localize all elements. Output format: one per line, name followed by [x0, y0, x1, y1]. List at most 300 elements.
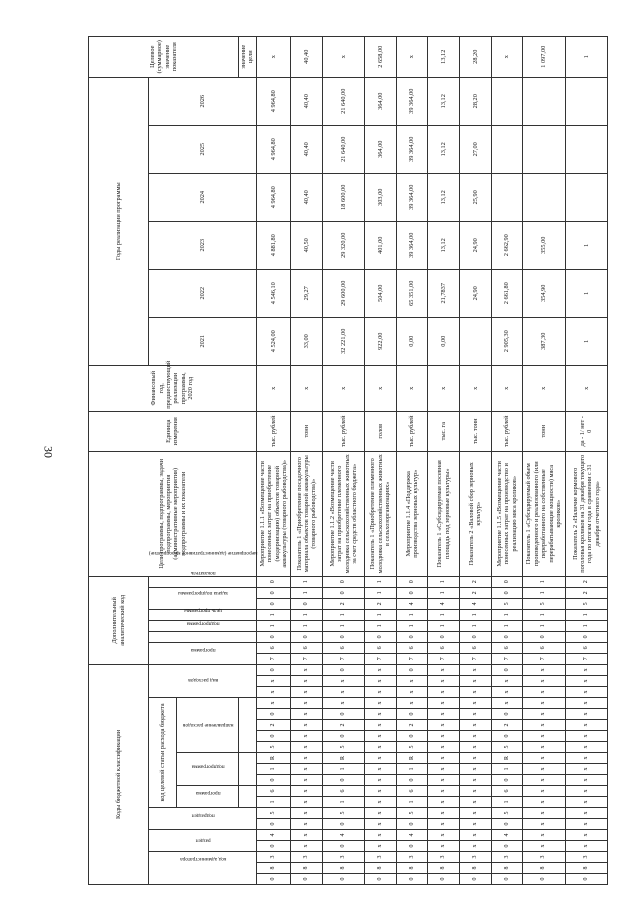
- code-digit: х: [256, 676, 290, 687]
- code-digit: 0: [491, 631, 523, 642]
- code-digit: R: [322, 753, 364, 764]
- code-digit: х: [291, 687, 323, 698]
- code-digit: х: [365, 764, 397, 775]
- code-digit: 7: [523, 653, 565, 664]
- row-year-value: [565, 173, 607, 221]
- code-digit: 8: [256, 863, 290, 874]
- table-row: [565, 36, 607, 884]
- code-digit: 1: [491, 764, 523, 775]
- code-digit: 0: [491, 841, 523, 852]
- code-digit: х: [491, 687, 523, 698]
- code-digit: 0: [322, 709, 364, 720]
- additional-code-header: Дополнительный аналитический код: [89, 576, 149, 664]
- row-year-value: 0,00: [396, 317, 428, 365]
- code-digit: 1: [565, 620, 607, 631]
- row-year-value: [491, 77, 523, 125]
- code-digit: 0: [396, 874, 428, 885]
- row-year-value: [523, 125, 565, 173]
- code-digit: 0: [428, 631, 460, 642]
- code-digit: 0: [291, 598, 323, 609]
- code-digit: 0: [256, 631, 290, 642]
- program-indicators-table: [88, 36, 608, 885]
- row-name: Мероприятие 1.1.4 «Поддержка производства зерновых культур»: [396, 451, 428, 576]
- code-digit: х: [365, 753, 397, 764]
- row-unit: тыс. рублей: [491, 411, 523, 451]
- code-digit: 1: [256, 620, 290, 631]
- code-digit: 5: [322, 808, 364, 819]
- code-digit: 5: [256, 742, 290, 753]
- code-digit: 0: [291, 631, 323, 642]
- code-digit: 2: [460, 587, 492, 598]
- code-digit: 6: [291, 642, 323, 653]
- row-year-value: 39 364,00: [396, 173, 428, 221]
- code-digit: х: [460, 764, 492, 775]
- code-digit: 3: [322, 852, 364, 863]
- ac-indicator-header: показатель: [149, 576, 257, 587]
- code-digit: х: [291, 841, 323, 852]
- row-name: Показатель 2 «Наличие кормового поголовья кроликов на 31 декабря текущего года по итогам года в сравнении с 31 декабря отчетного года»: [565, 451, 607, 576]
- code-digit: 1: [491, 609, 523, 620]
- code-digit: 2: [565, 587, 607, 598]
- table-row: [396, 36, 428, 884]
- code-digit: 0: [322, 841, 364, 852]
- row-year-value: [491, 173, 523, 221]
- code-digit: х: [523, 698, 565, 709]
- code-digit: 0: [396, 709, 428, 720]
- code-digit: х: [365, 797, 397, 808]
- row-unit: тонн: [291, 411, 323, 451]
- row-year-value: 40,40: [291, 77, 323, 125]
- code-digit: 7: [365, 653, 397, 664]
- code-digit: 1: [523, 587, 565, 598]
- row-year-value: 39 364,00: [396, 77, 428, 125]
- code-digit: х: [428, 753, 460, 764]
- code-digit: х: [565, 764, 607, 775]
- row-year-value: 4 881,80: [256, 221, 290, 269]
- code-digit: 4: [322, 830, 364, 841]
- row-year-value: 39 364,00: [396, 125, 428, 173]
- code-digit: 0: [256, 664, 290, 675]
- row-year-value: 21,7837: [428, 269, 460, 317]
- code-digit: 2: [256, 720, 290, 731]
- row-year-value: 65 351,00: [396, 269, 428, 317]
- code-digit: х: [460, 709, 492, 720]
- code-digit: 1: [256, 609, 290, 620]
- row-year-value: [565, 125, 607, 173]
- code-digit: х: [523, 819, 565, 830]
- code-digit: 0: [322, 576, 364, 587]
- code-digit: 7: [491, 653, 523, 664]
- code-digit: х: [428, 764, 460, 775]
- code-digit: 3: [428, 852, 460, 863]
- code-digit: 8: [428, 863, 460, 874]
- row-year-value: [491, 125, 523, 173]
- code-digit: х: [291, 709, 323, 720]
- code-digit: 4: [256, 830, 290, 841]
- row-year-value: 1: [565, 317, 607, 365]
- row-year-value: 27,00: [460, 125, 492, 173]
- code-digit: 1: [365, 576, 397, 587]
- direction-digits: [239, 698, 257, 753]
- code-digit: 2: [491, 720, 523, 731]
- year-2024-header: 2024: [149, 173, 257, 221]
- code-digit: 5: [523, 598, 565, 609]
- row-unit: тыс. тонн: [460, 411, 492, 451]
- row-year-value: 4 546,10: [256, 269, 290, 317]
- code-digit: х: [460, 797, 492, 808]
- code-digit: х: [365, 808, 397, 819]
- code-digit: 2: [396, 720, 428, 731]
- code-digit: х: [460, 775, 492, 786]
- row-year-value: 364,00: [365, 77, 397, 125]
- direction-header: направление расходов: [177, 698, 239, 753]
- base-year-header: Финансовый год, предшествующий реализации программы, 2020 год: [89, 365, 257, 411]
- code-digit: х: [291, 676, 323, 687]
- code-digit: 1: [428, 576, 460, 587]
- code-digit: х: [565, 676, 607, 687]
- code-digit: 0: [396, 576, 428, 587]
- row-year-value: [523, 173, 565, 221]
- code-digit: х: [523, 709, 565, 720]
- final-value-header: Целевое (суммарное) значение показателя: [89, 36, 239, 77]
- code-digit: 0: [396, 841, 428, 852]
- row-year-value: 18 600,00: [322, 173, 364, 221]
- code-digit: 4: [396, 598, 428, 609]
- code-digit: 0: [322, 819, 364, 830]
- code-digit: R: [491, 753, 523, 764]
- row-year-value: [460, 317, 492, 365]
- row-year-value: 24,90: [460, 221, 492, 269]
- code-digit: R: [256, 753, 290, 764]
- row-final-value: х: [396, 36, 428, 77]
- row-final-value: 1: [565, 36, 607, 77]
- code-digit: 1: [291, 576, 323, 587]
- code-digit: 0: [256, 819, 290, 830]
- code-digit: 0: [322, 775, 364, 786]
- row-year-value: 401,00: [365, 221, 397, 269]
- code-digit: х: [291, 731, 323, 742]
- row-year-value: 40,40: [291, 125, 323, 173]
- code-digit: 7: [291, 653, 323, 664]
- code-digit: х: [565, 709, 607, 720]
- year-2022-header: 2022: [149, 269, 257, 317]
- code-digit: 0: [428, 874, 460, 885]
- code-digit: 0: [322, 664, 364, 675]
- indicators-body: [256, 36, 607, 884]
- code-digit: 0: [256, 587, 290, 598]
- row-unit: тыс. рублей: [322, 411, 364, 451]
- code-digit: 6: [256, 786, 290, 797]
- code-digit: х: [428, 664, 460, 675]
- row-final-value: 2 658,00: [365, 36, 397, 77]
- code-digit: х: [365, 786, 397, 797]
- code-digit: х: [460, 808, 492, 819]
- code-digit: х: [291, 764, 323, 775]
- code-digit: 0: [256, 731, 290, 742]
- code-digit: х: [460, 676, 492, 687]
- program-indicators-table-rotated: [88, 40, 608, 885]
- code-digit: 0: [491, 731, 523, 742]
- code-digit: 6: [491, 642, 523, 653]
- goals-header: Цели программы, подпрограммы, задачи подпрограммы, мероприятия (административные мероприятия) подпрограммы и их показатели: [89, 451, 257, 576]
- code-digit: 2: [322, 720, 364, 731]
- code-digit: х: [428, 786, 460, 797]
- code-digit: 0: [565, 874, 607, 885]
- year-2021-header: 2021: [149, 317, 257, 365]
- code-digit: 1: [428, 620, 460, 631]
- table-row: [428, 36, 460, 884]
- program-header: программа: [177, 786, 239, 808]
- row-year-value: 4 964,80: [256, 125, 290, 173]
- row-year-value: 0,00: [428, 317, 460, 365]
- code-digit: 0: [256, 576, 290, 587]
- row-unit: тыс. рублей: [256, 411, 290, 451]
- table-row: [523, 36, 565, 884]
- row-year-value: 13,12: [428, 173, 460, 221]
- unit-header: Единица измерения: [89, 411, 257, 451]
- code-digit: 3: [523, 852, 565, 863]
- code-digit: 0: [460, 631, 492, 642]
- code-digit: 0: [256, 775, 290, 786]
- year-2023-header: 2023: [149, 221, 257, 269]
- code-digit: х: [256, 698, 290, 709]
- row-year-value: 2 905,30: [491, 317, 523, 365]
- rz-header: раздел: [149, 830, 257, 852]
- row-year-value: 33,00: [291, 317, 323, 365]
- code-digit: х: [523, 786, 565, 797]
- code-digit: 2: [565, 576, 607, 587]
- code-digit: 6: [460, 642, 492, 653]
- row-unit: тыс. га: [428, 411, 460, 451]
- code-digit: х: [365, 664, 397, 675]
- code-digit: 1: [291, 620, 323, 631]
- code-digit: 3: [291, 852, 323, 863]
- row-name: Мероприятие 1.1.2 «Возмещение части затрат на приобретение племенного молодняка сельскохозяйственных животных за счет средств областного бюджета»: [322, 451, 364, 576]
- pr-header: подраздел: [149, 808, 257, 830]
- row-name: Показатель 2 «Валовой сбор зерновых культур»: [460, 451, 492, 576]
- code-digit: 8: [365, 863, 397, 874]
- code-digit: 0: [491, 587, 523, 598]
- code-digit: х: [523, 764, 565, 775]
- code-digit: 1: [491, 797, 523, 808]
- code-digit: 0: [256, 598, 290, 609]
- code-digit: 0: [491, 775, 523, 786]
- code-digit: 0: [291, 874, 323, 885]
- code-digit: х: [565, 819, 607, 830]
- row-year-value: 4 964,80: [256, 173, 290, 221]
- row-year-value: 13,12: [428, 221, 460, 269]
- row-base-year: х: [291, 365, 323, 411]
- row-base-year: х: [460, 365, 492, 411]
- row-name: Показатель 1 «Субсидируемая посевная площадь под зерновые культуры»: [428, 451, 460, 576]
- row-year-value: 13,12: [428, 125, 460, 173]
- row-year-value: 39 364,00: [396, 221, 428, 269]
- code-digit: 4: [491, 830, 523, 841]
- code-digit: х: [396, 676, 428, 687]
- code-digit: х: [428, 819, 460, 830]
- code-digit: х: [365, 687, 397, 698]
- row-name: Показатель 1 «Приобретение посадочного материала объектов товарной аквакультуры (товарного рыбоводства)»: [291, 451, 323, 576]
- program-digits: [239, 786, 257, 808]
- code-digit: х: [365, 720, 397, 731]
- code-digit: х: [523, 775, 565, 786]
- code-digit: х: [565, 742, 607, 753]
- code-digit: х: [523, 687, 565, 698]
- subprogram-digits: [239, 753, 257, 786]
- row-year-value: 355,00: [523, 221, 565, 269]
- code-digit: 8: [565, 863, 607, 874]
- code-digit: 1: [291, 587, 323, 598]
- code-digit: х: [565, 808, 607, 819]
- row-final-value: 28,20: [460, 36, 492, 77]
- code-digit: 0: [523, 631, 565, 642]
- code-digit: х: [396, 687, 428, 698]
- row-name: Мероприятие 1.1.1 «Возмещение части понесенных затрат на приобретение (модернизацию) объектов товарной аквакультуры (товарного рыбоводства)»: [256, 451, 290, 576]
- row-base-year: х: [256, 365, 290, 411]
- code-digit: х: [365, 709, 397, 720]
- ac-task-header: задача подпрограммы: [149, 609, 257, 620]
- code-digit: 0: [365, 874, 397, 885]
- code-digit: 1: [523, 576, 565, 587]
- row-final-value: х: [256, 36, 290, 77]
- row-base-year: х: [491, 365, 523, 411]
- code-digit: 5: [491, 742, 523, 753]
- code-digit: х: [365, 819, 397, 830]
- code-digit: х: [291, 698, 323, 709]
- code-digit: 1: [322, 620, 364, 631]
- row-year-value: 1: [565, 221, 607, 269]
- code-digit: 0: [256, 874, 290, 885]
- ac-subprogram-header: подпрограмма: [149, 631, 257, 642]
- row-year-value: 29 600,00: [322, 269, 364, 317]
- row-final-value: х: [491, 36, 523, 77]
- code-digit: х: [365, 676, 397, 687]
- code-digit: 3: [256, 852, 290, 863]
- code-digit: R: [396, 753, 428, 764]
- code-digit: 6: [256, 642, 290, 653]
- row-unit: да - 1/ нет - 0: [565, 411, 607, 451]
- code-digit: 0: [565, 631, 607, 642]
- code-digit: х: [523, 720, 565, 731]
- code-digit: 0: [396, 731, 428, 742]
- code-digit: 6: [565, 642, 607, 653]
- code-digit: 1: [365, 609, 397, 620]
- code-digit: х: [460, 731, 492, 742]
- row-base-year: х: [523, 365, 565, 411]
- row-year-value: 387,30: [523, 317, 565, 365]
- code-digit: х: [428, 742, 460, 753]
- row-year-value: 40,40: [291, 173, 323, 221]
- code-digit: х: [460, 819, 492, 830]
- code-digit: 0: [396, 664, 428, 675]
- code-digit: 1: [291, 609, 323, 620]
- row-unit: тонн: [523, 411, 565, 451]
- code-digit: 7: [322, 653, 364, 664]
- code-digit: х: [428, 698, 460, 709]
- table-row: [365, 36, 397, 884]
- code-digit: х: [523, 731, 565, 742]
- code-digit: 0: [523, 874, 565, 885]
- code-digit: х: [565, 720, 607, 731]
- row-base-year: х: [428, 365, 460, 411]
- subprogram-header: подпрограмма: [177, 753, 239, 786]
- code-digit: 8: [491, 863, 523, 874]
- code-digit: х: [460, 786, 492, 797]
- code-digit: 0: [322, 587, 364, 598]
- code-digit: х: [428, 830, 460, 841]
- code-digit: 1: [396, 797, 428, 808]
- code-digit: 0: [322, 731, 364, 742]
- code-digit: 5: [565, 598, 607, 609]
- row-year-value: 29 320,00: [322, 221, 364, 269]
- code-digit: 5: [322, 742, 364, 753]
- code-digit: х: [428, 808, 460, 819]
- code-digit: 6: [491, 786, 523, 797]
- code-digit: х: [291, 830, 323, 841]
- code-digit: х: [428, 676, 460, 687]
- code-digit: х: [565, 786, 607, 797]
- row-year-value: 25,90: [460, 173, 492, 221]
- code-digit: 5: [396, 742, 428, 753]
- code-digit: 8: [396, 863, 428, 874]
- row-unit: голов: [365, 411, 397, 451]
- code-digit: х: [565, 841, 607, 852]
- code-digit: х: [322, 687, 364, 698]
- code-digit: 0: [396, 775, 428, 786]
- code-digit: 8: [523, 863, 565, 874]
- row-name: Показатель 1 «Приобретение племенного молодняка сельскохозяйственных животных в сельхозорганизациях»: [365, 451, 397, 576]
- code-digit: х: [565, 753, 607, 764]
- code-digit: х: [291, 775, 323, 786]
- code-digit: 3: [491, 852, 523, 863]
- code-digit: 0: [396, 631, 428, 642]
- code-digit: 3: [365, 852, 397, 863]
- code-digit: 1: [428, 609, 460, 620]
- row-unit: тыс. рублей: [396, 411, 428, 451]
- row-name: Показатель 1 «Субсидируемый объем произведенного и реализованного (или переработанного на собственные перерабатывающие мощности) мяса кроликов»: [523, 451, 565, 576]
- code-digit: х: [428, 720, 460, 731]
- code-digit: 1: [523, 620, 565, 631]
- ac-program-header: программа: [149, 642, 257, 664]
- code-digit: 1: [256, 797, 290, 808]
- code-digit: х: [396, 698, 428, 709]
- code-digit: 7: [256, 653, 290, 664]
- expense-type-header: вид расходов: [149, 664, 257, 697]
- code-digit: 4: [460, 598, 492, 609]
- code-digit: 6: [322, 642, 364, 653]
- code-digit: х: [565, 664, 607, 675]
- gr-header: код администратора: [149, 852, 257, 885]
- code-digit: 5: [491, 808, 523, 819]
- row-year-value: 28,20: [460, 77, 492, 125]
- code-digit: 1: [565, 609, 607, 620]
- row-year-value: 2 662,90: [491, 221, 523, 269]
- row-year-value: 32 221,00: [322, 317, 364, 365]
- code-digit: 1: [365, 587, 397, 598]
- code-digit: 1: [322, 609, 364, 620]
- code-digit: 0: [491, 819, 523, 830]
- code-digit: 4: [428, 598, 460, 609]
- code-digit: 0: [256, 841, 290, 852]
- row-year-value: 2 661,80: [491, 269, 523, 317]
- code-digit: х: [523, 753, 565, 764]
- code-digit: х: [365, 731, 397, 742]
- code-digit: 0: [491, 664, 523, 675]
- code-digit: х: [460, 742, 492, 753]
- code-digit: х: [291, 808, 323, 819]
- code-digit: х: [565, 731, 607, 742]
- code-digit: 6: [365, 642, 397, 653]
